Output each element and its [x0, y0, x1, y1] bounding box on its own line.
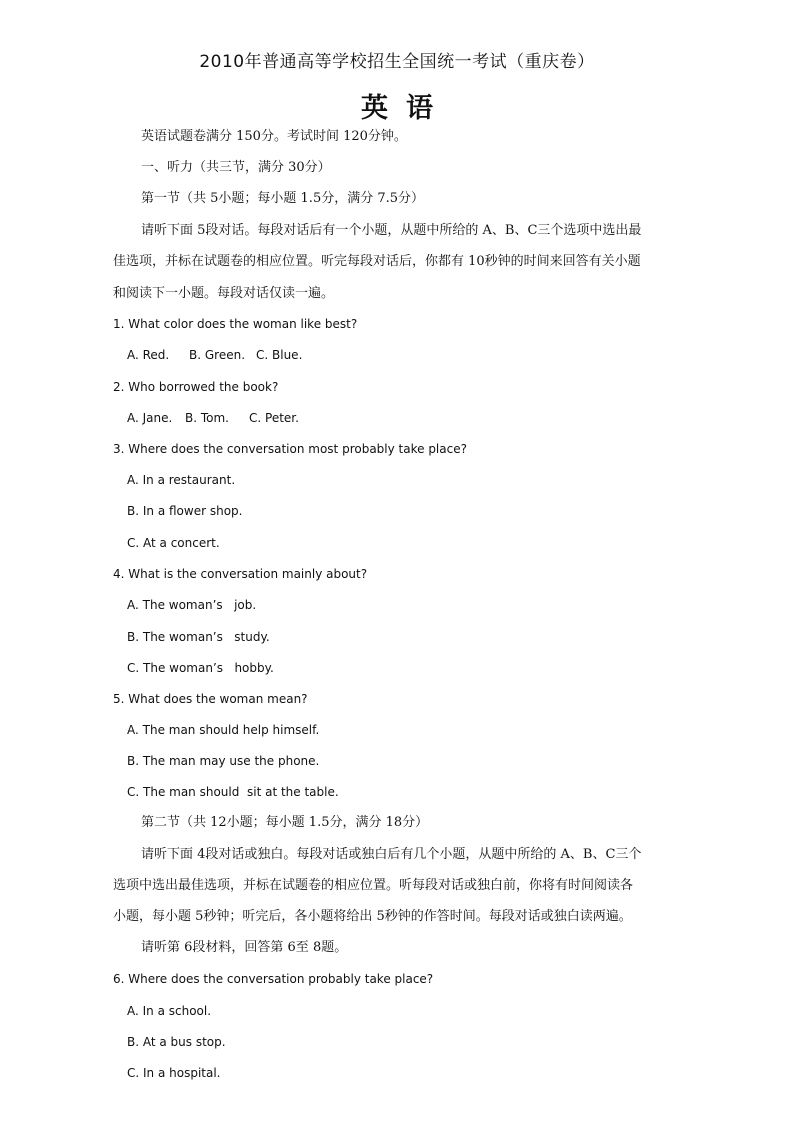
section2-instruction-line-3: 小题，每小题 5秒钟；听完后，各小题将给出 5秒钟的作答时间。每段对话或独白读两遍。 — [113, 909, 632, 924]
section2-instruction-line-2: 选项中选出最佳选项，并标在试题卷的相应位置。听每段对话或独白前，你将有时间阅读各 — [113, 878, 634, 893]
q4-option-b: B. The woman’s study. — [127, 630, 270, 644]
subject-char-1: 英 — [361, 93, 388, 124]
q6-option-a: A. In a school. — [127, 1004, 212, 1018]
q4-stem: 4. What is the conversation mainly about? — [113, 567, 368, 581]
q6-option-b: B. At a bus stop. — [127, 1035, 226, 1049]
q3-option-a: A. In a restaurant. — [127, 473, 236, 487]
q1-option-a: A. Red. — [127, 348, 170, 362]
q3-option-c: C. At a concert. — [127, 536, 220, 550]
q1-option-b: B. Green. — [189, 348, 246, 362]
q4-option-a: A. The woman’s job. — [127, 598, 257, 612]
section1-instruction-line-1: 请听下面 5段对话。每段对话后有一个小题，从题中所给的 A、B、C三个选项中选出最 — [141, 223, 642, 238]
q1-options — [127, 347, 302, 363]
section1-heading: 第一节（共 5小题；每小题 1.5分，满分 7.5分） — [141, 191, 425, 206]
q5-stem: 5. What does the woman mean? — [113, 692, 308, 706]
section2-heading: 第二节（共 12小题；每小题 1.5分，满分 18分） — [141, 815, 429, 830]
q2-option-a: A. Jane. — [127, 411, 173, 425]
q5-option-b: B. The man may use the phone. — [127, 754, 320, 768]
section1-instruction-line-3: 和阅读下一小题。每段对话仅读一遍。 — [113, 286, 335, 301]
q1-option-c: C. Blue. — [256, 348, 303, 362]
q3-stem: 3. Where does the conversation most probably take place? — [113, 442, 467, 456]
material-note: 请听第 6段材料，回答第 6至 8题。 — [141, 940, 348, 955]
subject-heading — [0, 86, 794, 125]
q3-option-b: B. In a flower shop. — [127, 504, 243, 518]
score-line: 英语试题卷满分 150分。考试时间 120分钟。 — [141, 129, 407, 144]
q5-option-a: A. The man should help himself. — [127, 723, 320, 737]
q6-stem: 6. Where does the conversation probably take place? — [113, 972, 434, 986]
q2-stem: 2. Who borrowed the book? — [113, 380, 279, 394]
subject-char-2: 语 — [406, 93, 433, 124]
section1-instruction-line-2: 佳选项，并标在试题卷的相应位置。听完每段对话后，你都有 10秒钟的时间来回答有关小题 — [113, 254, 641, 269]
q4-option-c: C. The woman’s hobby. — [127, 661, 274, 675]
q1-stem: 1. What color does the woman like best? — [113, 317, 358, 331]
q2-option-c: C. Peter. — [249, 411, 299, 425]
part1-heading: 一、听力（共三节，满分 30分） — [141, 160, 331, 175]
q5-option-c: C. The man should sit at the table. — [127, 785, 339, 799]
section2-instruction-line-1: 请听下面 4段对话或独白。每段对话或独白后有几个小题，从题中所给的 A、B、C三个 — [141, 847, 642, 862]
exam-title: 2010年普通高等学校招生全国统一考试（重庆卷） — [199, 52, 595, 72]
q2-options — [127, 410, 299, 426]
q6-option-c: C. In a hospital. — [127, 1066, 221, 1080]
q2-option-b: B. Tom. — [185, 411, 229, 425]
